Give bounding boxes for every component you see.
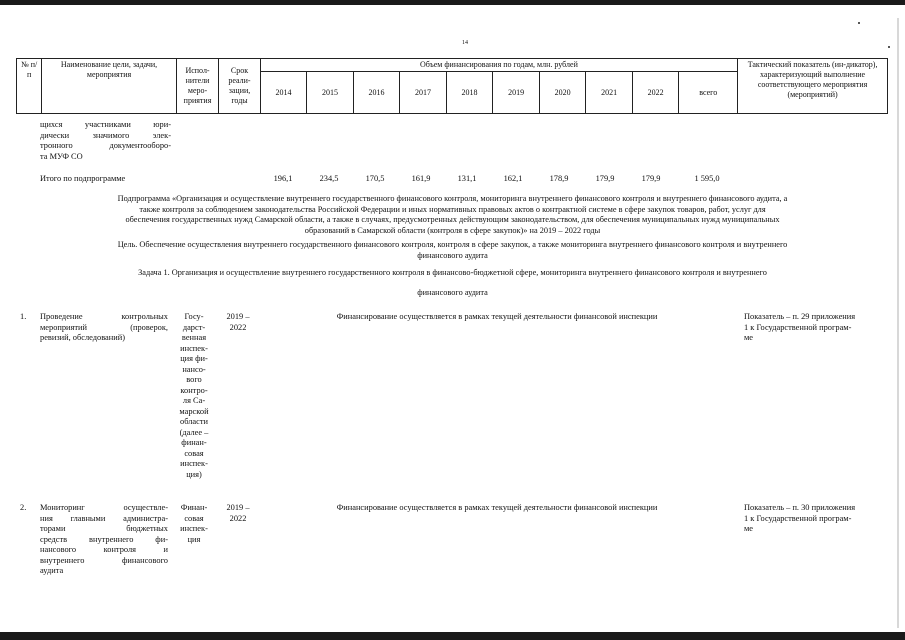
- header-volume: Объем финансирования по годам, млн. рублей: [260, 59, 737, 72]
- subprogram-total-value-sum: 1 595,0: [694, 174, 720, 183]
- goal-text: Цель. Обеспечение осуществления внутреннего государственного финансового контроля, контроля в сфере закупок, а также мониторинга внутреннего финансового контроля и внутреннего финансового аудита: [117, 240, 788, 260]
- subprogram-total-value: 179,9: [595, 174, 615, 183]
- subprogram-total-value: 234,5: [319, 174, 339, 183]
- scan-border-top: [0, 0, 905, 5]
- row-1-name: Проведение контрольных мероприятий (проверок, ревизий, обследований): [40, 312, 168, 342]
- scan-speck: [858, 22, 860, 24]
- subprogram-total-label: Итого по подпрограмме: [40, 174, 126, 183]
- header-year: 2018: [446, 72, 493, 114]
- continued-row-name: щихся участниками юри- дически значимого элек- тронного документооборо- та МУФ СО: [40, 120, 171, 161]
- row-2-name: Мониторинг осуществле- ния главными администра- торами бюджетных средств внутреннего фи- нансового контроля и внутреннего финансового аудита: [40, 503, 168, 575]
- subprogram-total-value: 162,1: [503, 174, 523, 183]
- header-year: 2019: [493, 72, 540, 114]
- subprogram-total-value: 170,5: [365, 174, 385, 183]
- row-1-term: 2019 – 2022: [226, 312, 250, 332]
- header-name: Наименование цели, задачи, мероприятия: [42, 59, 177, 114]
- row-2-indicator: Показатель – п. 30 приложения 1 к Государственной програм- ме: [744, 503, 856, 533]
- row-2-term: 2019 – 2022: [226, 503, 250, 523]
- header-year: 2022: [632, 72, 679, 114]
- row-2-executor: Финан- совая инспек- ция: [180, 503, 208, 544]
- scan-edge-right: [897, 18, 899, 628]
- header-year: 2016: [353, 72, 400, 114]
- header-executors: Испол-нители меро-приятия: [176, 59, 218, 114]
- table-header: [16, 58, 888, 114]
- subprogram-total-value: 196,1: [273, 174, 293, 183]
- row-2-financing: Финансирование осуществляется в рамках текущей деятельности финансовой инспекции: [336, 503, 658, 512]
- scan-speck: [888, 46, 890, 48]
- header-indicator: Тактический показатель (ин-дикатор), характеризующий выполнение соответствующего мероприятия (мероприятий): [738, 59, 888, 114]
- page-number: 14: [462, 40, 468, 46]
- header-year: 2015: [307, 72, 354, 114]
- header-num: № п/п: [17, 59, 42, 114]
- row-1-executor: Госу- дарст- венная инспек- ция фи- нансо- вого контро- ля Са- марской области (далее – финан- совая инспек- ция): [179, 312, 209, 479]
- row-1-indicator: Показатель – п. 29 приложения 1 к Государственной програм- ме: [744, 312, 856, 342]
- scan-border-bottom: [0, 632, 905, 640]
- row-1-num: 1.: [20, 312, 27, 321]
- subprogram-title: Подпрограмма «Организация и осуществление внутреннего государственного финансового контроля, мониторинга внутреннего финансового контроля и внутреннего финансового аудита, а также контроля за соблюдением законодательства Российской Федерации и иных нормативных правовых актов о контрактной системе в сфере закупок товаров, работ, услуг для обеспечения государственных нужд Самарской области, а также в случаях, предусмотренных действующим законодательством, для обеспечения муниципальных нужд муниципальных образований в Самарской области (контроля в сфере закупок)» на 2019 – 2022 годы: [117, 194, 788, 235]
- header-year: 2017: [400, 72, 447, 114]
- subprogram-total-value: 131,1: [457, 174, 477, 183]
- subprogram-total-value: 178,9: [549, 174, 569, 183]
- header-year: 2021: [586, 72, 633, 114]
- header-year: 2020: [539, 72, 586, 114]
- header-term: Срок реали-зации, годы: [219, 59, 260, 114]
- header-year-total: всего: [679, 72, 738, 114]
- row-1-financing: Финансирование осуществляется в рамках текущей деятельности финансовой инспекции: [336, 312, 658, 321]
- subprogram-total-value: 179,9: [641, 174, 661, 183]
- row-2-num: 2.: [20, 503, 27, 512]
- subprogram-total-value: 161,9: [411, 174, 431, 183]
- header-year: 2014: [260, 72, 307, 114]
- task-text: Задача 1. Организация и осуществление внутреннего государственного контроля в финансово-бюджетной сфере, мониторинга внутреннего финансового контроля и внутреннего финансового аудита: [138, 268, 767, 297]
